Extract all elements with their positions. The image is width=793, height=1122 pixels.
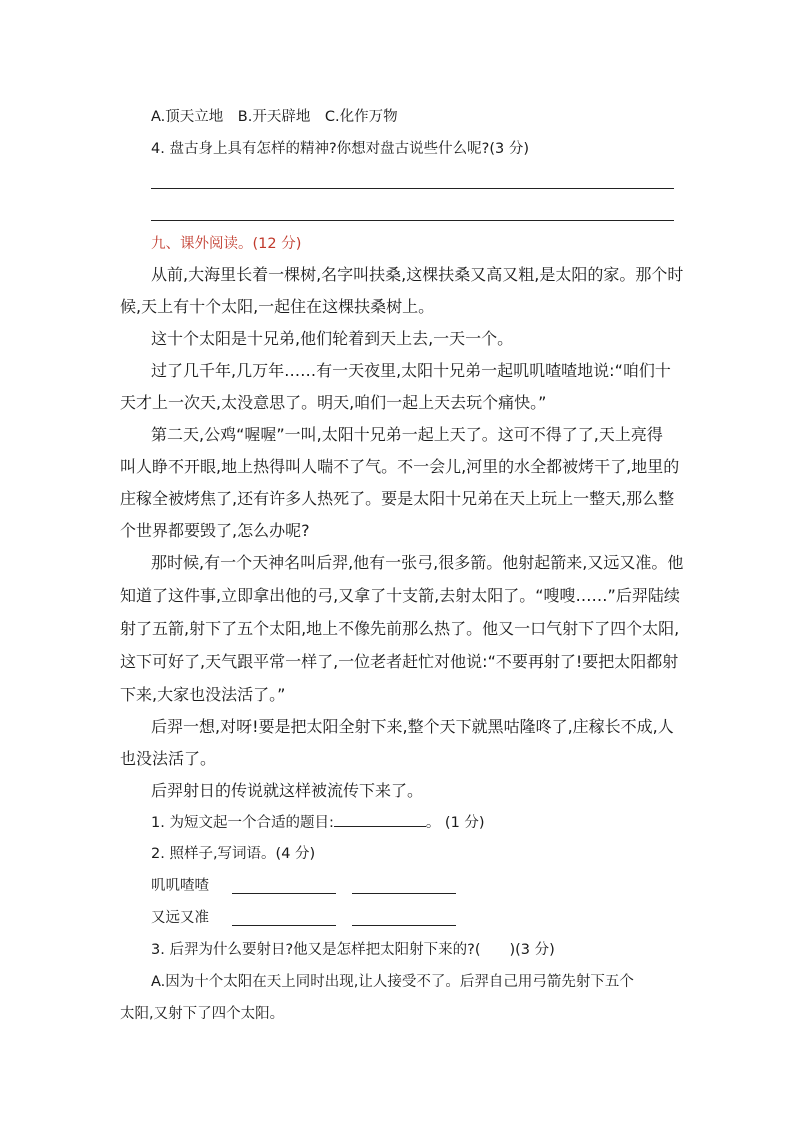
passage-line: 庄稼全被烤焦了,还有许多人热死了。要是太阳十兄弟在天上玩上一整天,那么整 (120, 489, 675, 508)
question-4: 4. 盘古身上具有怎样的精神?你想对盘古说些什么呢?(3 分) (151, 141, 529, 157)
passage-line: 候,天上有十个太阳,一起住在这棵扶桑树上。 (120, 297, 435, 316)
top-options: A.顶天立地 B.开天辟地 C.化作万物 (151, 109, 398, 125)
example-word-2: 又远又准 (151, 910, 209, 926)
passage-line: 知道了这件事,立即拿出他的弓,又拿了十支箭,去射太阳了。“嗖嗖……”后羿陆续 (120, 586, 680, 605)
question-1-score: 。 (1 分) (425, 815, 485, 831)
question-2: 2. 照样子,写词语。(4 分) (151, 846, 316, 862)
passage-line: 过了几千年,几万年……有一天夜里,太阳十兄弟一起叽叽喳喳地说:“咱们十 (151, 361, 671, 380)
question-3: 3. 后羿为什么要射日?他又是怎样把太阳射下来的?( )(3 分) (151, 942, 555, 958)
passage-line: 天才上一次天,太没意思了。明天,咱们一起上天去玩个痛快。” (120, 393, 547, 412)
word-blank[interactable] (232, 893, 336, 894)
passage-line: 个世界都要毁了,怎么办呢? (120, 521, 310, 540)
passage-line: 这十个太阳是十兄弟,他们轮着到天上去,一天一个。 (151, 329, 514, 348)
passage-line: 也没法活了。 (120, 749, 217, 768)
passage-line: 叫人睁不开眼,地上热得叫人喘不了气。不一会儿,河里的水全都被烤干了,地里的 (120, 457, 680, 476)
passage-line: 这下可好了,天气跟平常一样了,一位老者赶忙对他说:“不要再射了!要把太阳都射 (120, 652, 679, 671)
title-answer-blank[interactable] (334, 812, 426, 827)
passage-line: 从前,大海里长着一棵树,名字叫扶桑,这棵扶桑又高又粗,是太阳的家。那个时 (151, 265, 684, 284)
option-a-line-2: 太阳,又射下了四个太阳。 (120, 1006, 285, 1022)
passage-line: 下来,大家也没法活了。” (120, 685, 286, 704)
question-1-text: 1. 为短文起一个合适的题目: (151, 815, 334, 831)
passage-line: 第二天,公鸡“喔喔”一叫,太阳十兄弟一起上天了。这可不得了了,天上亮得 (151, 425, 663, 444)
passage-line: 后羿一想,对呀!要是把太阳全射下来,整个天下就黑咕隆咚了,庄稼长不成,人 (151, 717, 674, 736)
passage-line: 射了五箭,射下了五个太阳,地上不像先前那么热了。他又一口气射下了四个太阳, (120, 619, 680, 638)
word-blank[interactable] (352, 925, 456, 926)
option-a-line-1: A.因为十个太阳在天上同时出现,让人接受不了。后羿自己用弓箭先射下五个 (151, 974, 634, 990)
word-blank[interactable] (352, 893, 456, 894)
passage-line: 那时候,有一个天神名叫后羿,他有一张弓,很多箭。他射起箭来,又远又准。他 (151, 553, 684, 572)
passage-line: 后羿射日的传说就这样被流传下来了。 (151, 781, 424, 800)
answer-line-1 (151, 188, 674, 189)
answer-line-2 (151, 220, 674, 221)
section-title: 九、课外阅读。(12 分) (151, 236, 302, 252)
question-1 (151, 812, 485, 833)
word-blank[interactable] (232, 925, 336, 926)
example-word-1: 叽叽喳喳 (151, 878, 209, 894)
